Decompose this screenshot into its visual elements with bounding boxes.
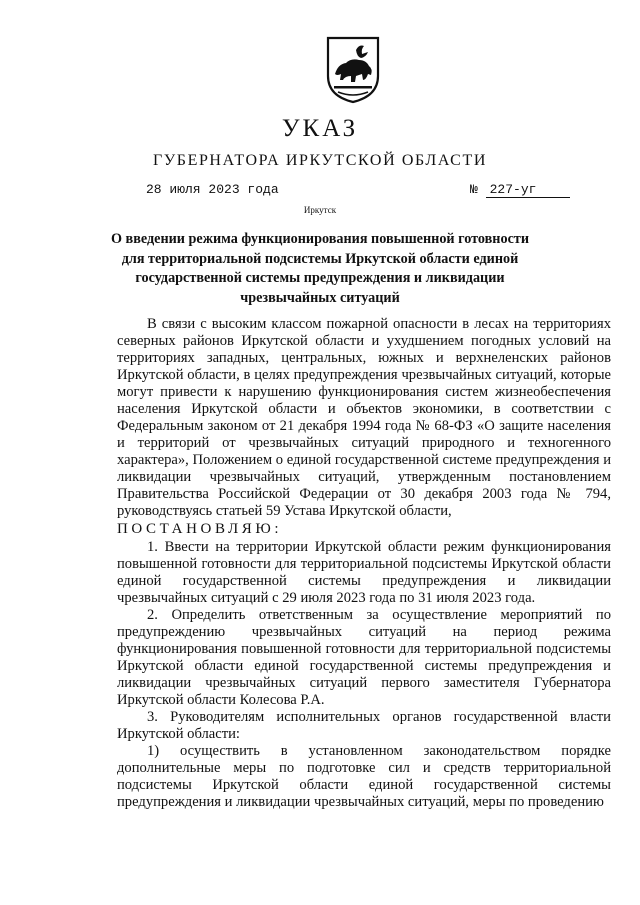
document-number: 227-уг (486, 182, 570, 198)
item-3-subitem-1-paragraph: 1) осуществить в установленном законодательством порядке дополнительные меры по подготовке сил и средств территориальной подсистемы Иркутской области единой государственной системы предупреждения и ликвидации чрезвычайных ситуаций, меры по проведению (117, 743, 611, 810)
irkutsk-coat-of-arms-icon (326, 36, 380, 104)
document-title: УКАЗ (281, 115, 359, 142)
item-2-paragraph: 2. Определить ответственным за осуществление мероприятий по предупреждению чрезвычайных ситуаций на период режима функционирования повышенной готовности для территориальной подсистемы Иркутской области единой государственной системы предупреждения и ликвидации чрезвычайных ситуаций первого заместителя Губернатора Иркутской области Колесова Р.А. (117, 607, 611, 708)
document-date: 28 июля 2023 года (146, 182, 279, 197)
number-sign: № (470, 182, 478, 197)
item-1-paragraph: 1. Ввести на территории Иркутской области режим функционирования повышенной готовности для территориальной подсистемы Иркутской области единой государственной системы предупреждения и ликвидации чрезвычайных ситуаций с 29 июля 2023 года по 31 июля 2023 года. (117, 539, 611, 606)
document-heading: О введении режима функционирования повышенной готовности для территориальной подсистемы Иркутской области единой государственной системы предупреждения и ликвидации чрезвычайных ситуаций (110, 231, 530, 306)
decree-word: ПОСТАНОВЛЯЮ: (117, 521, 283, 537)
document-number-line (470, 182, 570, 198)
document-city: Иркутск (303, 205, 337, 215)
item-3-paragraph: 3. Руководителям исполнительных органов государственной власти Иркутской области: (117, 709, 611, 742)
preamble-paragraph: В связи с высоким классом пожарной опасности в лесах на территориях северных районов Иркутской области и ухудшением погодных условий на территориях западных, центральных, южных и верхнеленских районов Иркутской области, в целях предупреждения чрезвычайных ситуаций, которые могут привести к нарушению функционирования систем жизнеобеспечения населения Иркутской области и объектов экономики, в соответствии с Федеральным законом от 21 декабря 1994 года № 68-ФЗ «О защите населения и территорий от чрезвычайных ситуаций природного и техногенного характера», Положением о единой государственной системе предупреждения и ликвидации чрезвычайных ситуаций, утвержденным постановлением Правительства Российской Федерации от 30 декабря 2003 года № 794, руководствуясь статьей 59 Устава Иркутской области, (117, 316, 611, 519)
issuer-title: ГУБЕРНАТОРА ИРКУТСКОЙ ОБЛАСТИ (153, 152, 487, 169)
document-body (117, 316, 611, 811)
